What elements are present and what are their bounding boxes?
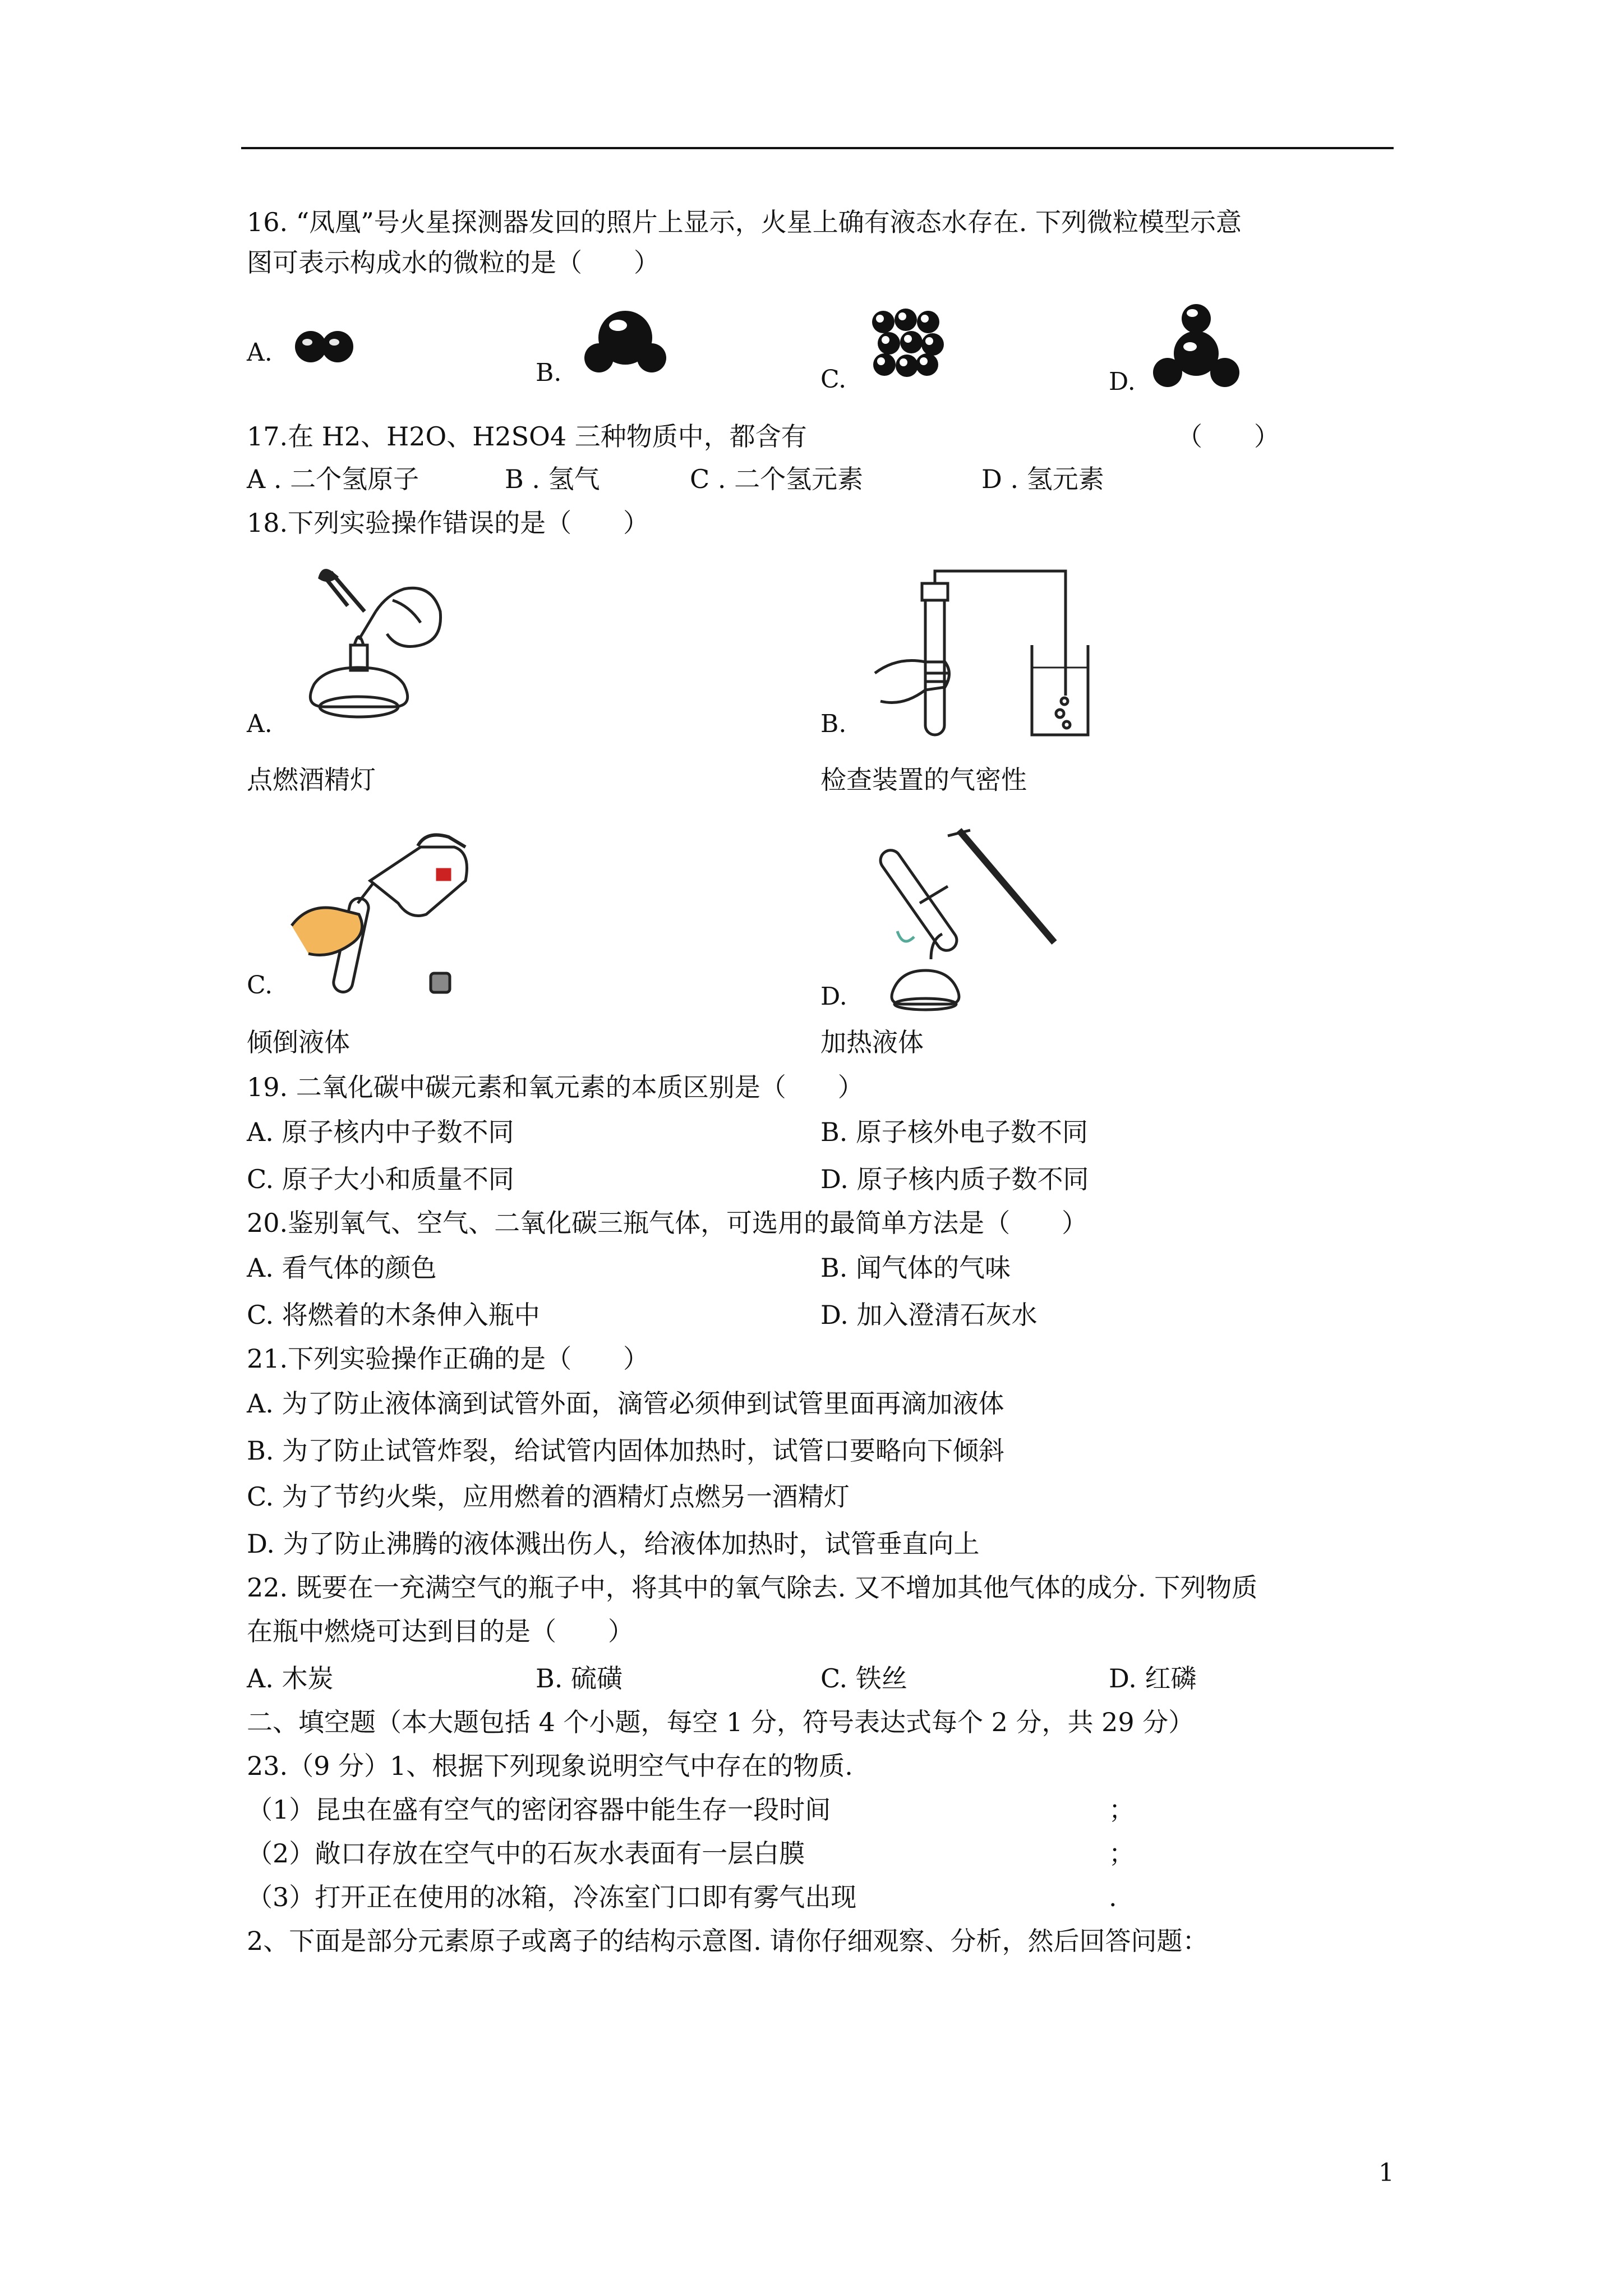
q21-option-a: A. 为了防止液体滴到试管外面，滴管必须伸到试管里面再滴加液体 [247,1388,1004,1419]
q22-option-b: B. 硫磺 [536,1663,623,1694]
q23-item-3-end: . [1109,1882,1117,1912]
q17-option-a: A . 二个氢原子 [247,464,419,494]
q21-option-b: B. 为了防止试管炸裂，给试管内固体加热时，试管口要略向下倾斜 [247,1435,1005,1466]
q18-option-a-caption: 点燃酒精灯 [247,765,376,795]
q18-option-a-label: A. [247,710,273,738]
q19-stem: 19. 二氧化碳中碳元素和氧元素的本质区别是（ ） [247,1072,864,1102]
q18-option-b-caption: 检查装置的气密性 [820,765,1027,795]
q16-model-b-icon [583,306,667,379]
pouring-liquid-illustration [286,830,488,999]
q18-option-d-label: D. [820,982,847,1011]
q16-option-d-label: D. [1109,367,1136,396]
q16-line2: 图可表示构成水的微粒的是（ ） [247,247,660,278]
q18-option-b-label: B. [820,710,847,738]
q22-line1: 22. 既要在一充满空气的瓶子中，将其中的氧气除去. 又不增加其他气体的成分. 下列物质 [247,1572,1258,1603]
q20-stem: 20.鉴别氧气、空气、二氧化碳三瓶气体，可选用的最简单方法是（ ） [247,1208,1088,1238]
q18-option-c-label: C. [247,971,273,1000]
q21-stem: 21.下列实验操作正确的是（ ） [247,1343,649,1374]
q23-part-2: 2、下面是部分元素原子或离子的结构示意图. 请你仔细观察、分析，然后回答问题： [247,1926,1209,1956]
q22-option-c: C. 铁丝 [820,1663,907,1694]
q23-item-2: （2）敞口存放在空气中的石灰水表面有一层白膜 [247,1838,805,1869]
q18-option-c-caption: 倾倒液体 [247,1027,350,1057]
q19-option-b: B. 原子核外电子数不同 [820,1117,1089,1147]
q20-option-a: A. 看气体的颜色 [247,1253,437,1283]
q21-option-c: C. 为了节约火柴，应用燃着的酒精灯点燃另一酒精灯 [247,1481,850,1512]
q22-option-d: D. 红磷 [1109,1663,1197,1694]
q17-option-c: C . 二个氢元素 [690,464,864,494]
q16-model-d-icon [1154,303,1238,390]
section-2-heading: 二、填空题（本大题包括 4 个小题，每空 1 分，符号表达式每个 2 分，共 29 分） [247,1707,1195,1737]
heating-liquid-illustration [864,819,1066,1010]
q16-option-a-label: A. [247,338,273,367]
q18-stem: 18.下列实验操作错误的是（ ） [247,508,649,538]
q22-line2: 在瓶中燃烧可达到目的是（ ） [247,1616,634,1646]
q23-item-2-end: ； [1109,1838,1135,1869]
q23-item-1: （1）昆虫在盛有空气的密闭容器中能生存一段时间 [247,1795,831,1825]
q17-stem: 17.在 H2、H2O、H2SO4 三种物质中，都含有 [247,421,807,452]
q19-option-a: A. 原子核内中子数不同 [247,1117,514,1147]
q16-option-b-label: B. [536,358,562,387]
q20-option-c: C. 将燃着的木条伸入瓶中 [247,1300,540,1330]
q16-option-c-label: C. [820,365,847,394]
q23-stem: 23.（9 分）1、根据下列现象说明空气中存在的物质. [247,1751,853,1781]
q20-option-b: B. 闻气体的气味 [820,1253,1011,1283]
q21-option-d: D. 为了防止沸腾的液体溅出伤人，给液体加热时，试管垂直向上 [247,1529,980,1559]
q17-option-b: B . 氢气 [505,464,600,494]
q17-paren: （ ） [1177,421,1280,452]
q22-option-a: A. 木炭 [247,1663,334,1694]
q19-option-c: C. 原子大小和质量不同 [247,1164,514,1194]
q17-option-d: D . 氢元素 [981,464,1104,494]
airtightness-check-illustration [864,567,1088,740]
q16-model-c-icon [866,307,951,380]
q23-item-1-end: ； [1109,1795,1135,1825]
q20-option-d: D. 加入澄清石灰水 [820,1300,1038,1330]
q18-option-d-caption: 加热液体 [820,1027,924,1057]
q19-option-d: D. 原子核内质子数不同 [820,1164,1089,1194]
q23-item-3: （3）打开正在使用的冰箱，冷冻室门口即有雾气出现 [247,1882,857,1912]
header-rule [241,147,1394,149]
q16-line1: 16. “凤凰”号火星探测器发回的照片上显示，火星上确有液态水存在. 下列微粒模型示意 [247,207,1242,237]
alcohol-lamp-lighting-illustration [292,567,449,735]
page-number: 1 [1378,2159,1394,2187]
q16-model-a-icon [291,329,358,365]
